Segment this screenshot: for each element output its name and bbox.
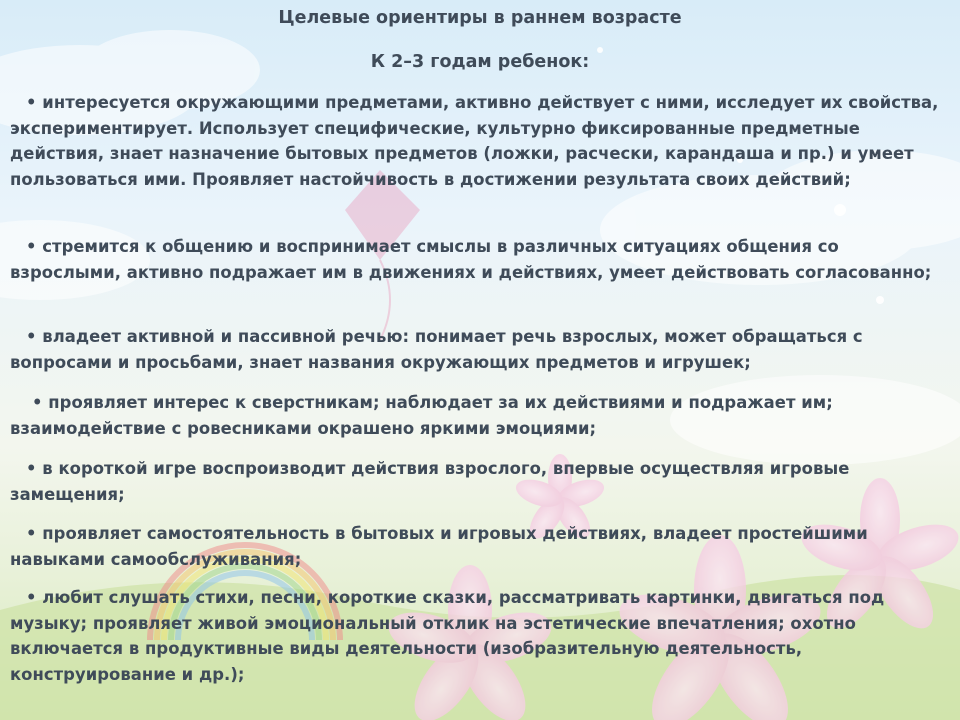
list-item: • любит слушать стихи, песни, короткие сказки, рассматривать картинки, двигаться под музыку; проявляет живой эмоциональный отклик на эстетические впечатления; охотно включается в продуктивные виды деятельности (изобразительную деятельность, конструирование и др.); [10,588,885,684]
slide-title: Целевые ориентиры в раннем возрасте [278,8,682,28]
list-item: • интересуется окружающими предметами, активно действует с ними, исследует их свойства, экспериментирует. Использует специфические, культурно фиксированные предметные действия, знает назначение бытовых предметов (ложки, расчески, карандаша и пр.) и умеет пользоваться ими. Проявляет настойчивость в достижении результата своих действий; [10,93,939,189]
slide-subtitle: К 2–3 годам ребенок: [370,52,590,72]
list-item: • в короткой игре воспроизводит действия взрослого, впервые осуществляя игровые замещения; [10,459,850,504]
list-item: • проявляет интерес к сверстникам; наблюдает за их действиями и подражает им; взаимодействие с ровесниками окрашено яркими эмоциями; [10,393,833,438]
list-item: • стремится к общению и воспринимает смыслы в различных ситуациях общения со взрослыми, активно подражает им в движениях и действиях, умеет действовать согласованно; [10,237,932,282]
list-item: • проявляет самостоятельность в бытовых и игровых действиях, владеет простейшими навыками самообслуживания; [10,524,868,569]
list-item: • владеет активной и пассивной речью: понимает речь взрослых, может обращаться с вопросами и просьбами, знает названия окружающих предметов и игрушек; [10,327,863,372]
